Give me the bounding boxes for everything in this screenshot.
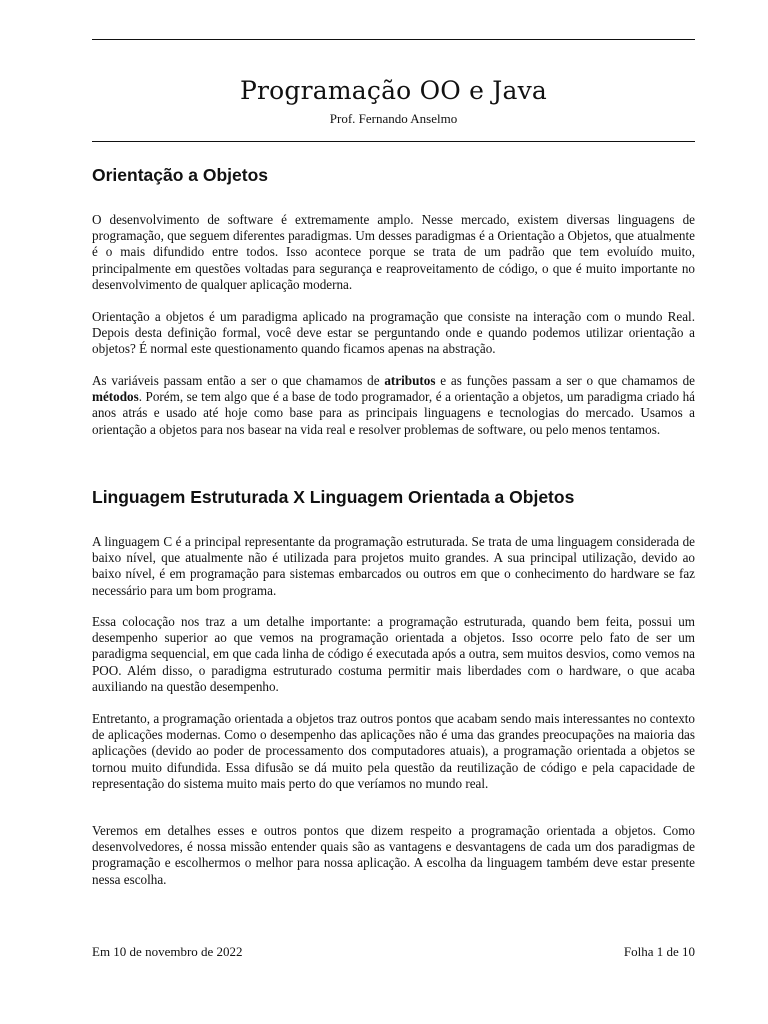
header-rule bbox=[92, 141, 695, 142]
document-title: Programação OO e Java bbox=[239, 76, 548, 105]
document-author: Prof. Fernando Anselmo bbox=[329, 111, 458, 126]
paragraph: Orientação a objetos é um paradigma aplicado na programação que consiste na interação com o mundo Real. Depois desta definição formal, você deve estar se perguntando onde e quando podemos utilizar orientação a objetos? É normal este questionamento quando ficamos apenas na abstração. bbox=[92, 309, 695, 357]
footer-page-number: Folha 1 de 10 bbox=[623, 944, 695, 959]
text-run: As variáveis passam então a ser o que chamamos de bbox=[92, 373, 385, 388]
paragraph: Entretanto, a programação orientada a objetos traz outros pontos que acabam sendo mais interessantes no contexto de aplicações modernas. Como o desempenho das aplicações não é uma das grandes preocupações na maioria das aplicações (devido ao poder de processamento dos computadores atuais), a programação orientada a objetos se tornou muito difundida. Essa difusão se dá muito pela questão da reutilização de código e pela capacidade de representação do sistema muito mais perto do que veríamos no mundo real. bbox=[92, 711, 695, 791]
top-rule bbox=[92, 39, 695, 40]
text-run: . Porém, se tem algo que é a base de todo programador, é a orientação a objetos, um paradigma criado há anos atrás e usado até hoje como base para as principais linguagens e tecnologias do mercado. Usamos a orientação a objetos para nos basear na vida real e resolver problemas de software, ou pelo menos tentamos. bbox=[92, 389, 695, 437]
paragraph: A linguagem C é a principal representante da programação estruturada. Se trata de uma linguagem considerada de baixo nível, que atualmente não é utilizada para projetos muito grandes. A sua principal utilização, devido ao baixo nível, é em programação para sistemas embarcados ou outros em que o conhecimento do hardware se faz necessário para um bom programa. bbox=[92, 534, 695, 598]
paragraph: Veremos em detalhes esses e outros pontos que dizem respeito a programação orientada a objetos. Como desenvolvedores, é nossa missão entender quais são as vantagens e desvantagens de cada um dos paradigmas de programação e escolhermos o melhor para nossa aplicação. A escolha da linguagem também deve estar presente nessa escolha. bbox=[92, 823, 695, 887]
paragraph bbox=[92, 373, 695, 438]
paragraph: O desenvolvimento de software é extremamente amplo. Nesse mercado, existem diversas linguagens de programação, que seguem diferentes paradigmas. Um desses paradigmas é a Orientação a Objetos, que atualmente é o mais difundido entre todos. Isso acontece porque se trata de um padrão que tem evoluído muito, principalmente em questões voltadas para segurança e reaproveitamento de código, o que é muito importante no desenvolvimento de qualquer aplicação moderna. bbox=[92, 212, 695, 292]
section-heading-estruturada: Linguagem Estruturada X Linguagem Orientada a Objetos bbox=[92, 487, 575, 507]
term-metodos: métodos bbox=[92, 389, 139, 405]
term-atributos: atributos bbox=[384, 373, 436, 388]
section-heading-oo: Orientação a Objetos bbox=[92, 165, 269, 185]
footer-date: Em 10 de novembro de 2022 bbox=[92, 944, 243, 959]
text-run: e as funções passam a ser o que chamamos de bbox=[435, 373, 695, 388]
paragraph: Essa colocação nos traz a um detalhe importante: a programação estruturada, quando bem feita, possui um desempenho superior ao que vemos na programação orientada a objetos. Isso ocorre pelo fato de ser um paradigma sequencial, em que cada linha de código é executada após a outra, sem muitos desvios, como vemos na POO. Além disso, o paradigma estruturado costuma permitir mais liberdades com o hardware, o que acaba auxiliando na questão desempenho. bbox=[92, 614, 695, 694]
document-page bbox=[92, 0, 695, 1024]
